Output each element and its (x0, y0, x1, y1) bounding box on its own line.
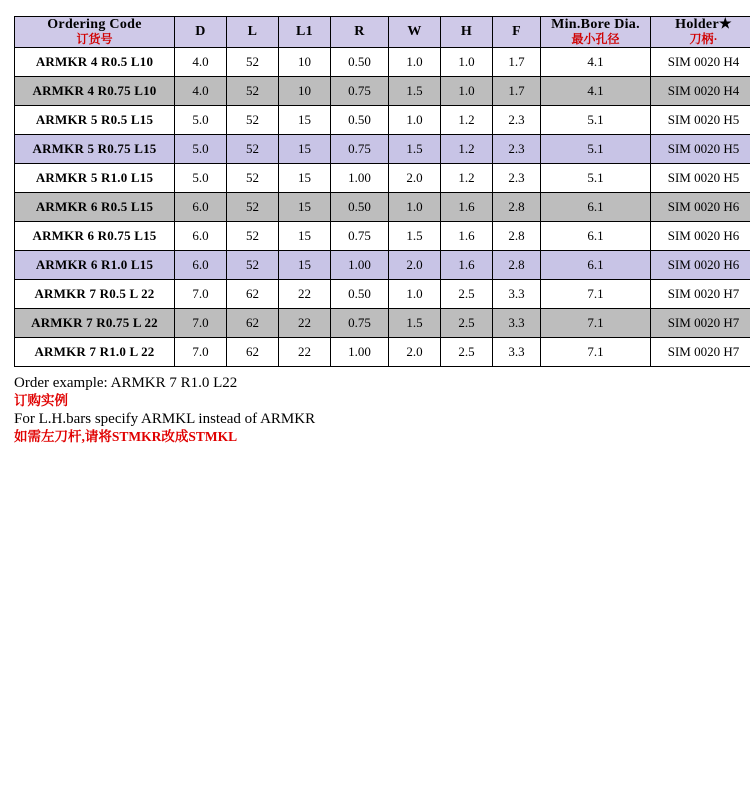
cell-holder: SIM 0020 H5 (651, 163, 750, 192)
cell-l: 52 (227, 163, 279, 192)
column-header-h-en: H (460, 23, 473, 39)
cell-l: 52 (227, 105, 279, 134)
cell-f: 2.3 (493, 134, 541, 163)
cell-l: 52 (227, 221, 279, 250)
cell-f: 2.3 (493, 163, 541, 192)
cell-l1: 15 (279, 134, 331, 163)
column-header-holder-cn: 刀柄· (689, 32, 718, 47)
cell-h: 1.0 (441, 47, 493, 76)
cell-r: 0.75 (331, 134, 389, 163)
cell-f: 1.7 (493, 76, 541, 105)
table-header-row (15, 17, 750, 48)
cell-holder: SIM 0020 H7 (651, 279, 750, 308)
cell-d: 6.0 (175, 250, 227, 279)
cell-min-bore-dia: 4.1 (541, 76, 651, 105)
column-header-l1-en: L1 (296, 23, 313, 39)
cell-l1: 10 (279, 47, 331, 76)
cell-r: 0.50 (331, 105, 389, 134)
cell-ordering-code: ARMKR 5 R1.0 L15 (15, 163, 175, 192)
cell-l: 52 (227, 134, 279, 163)
cell-l: 62 (227, 279, 279, 308)
page-top-margin (0, 0, 750, 8)
cell-w: 1.5 (389, 308, 441, 337)
cell-r: 0.50 (331, 279, 389, 308)
cell-l1: 15 (279, 192, 331, 221)
cell-d: 5.0 (175, 134, 227, 163)
cell-min-bore-dia: 4.1 (541, 47, 651, 76)
cell-min-bore-dia: 6.1 (541, 192, 651, 221)
cell-ordering-code: ARMKR 4 R0.5 L10 (15, 47, 175, 76)
cell-r: 1.00 (331, 337, 389, 366)
cell-ordering-code: ARMKR 6 R0.5 L15 (15, 192, 175, 221)
cell-l1: 15 (279, 221, 331, 250)
column-header-ordering-code-cn: 订货号 (76, 32, 113, 47)
column-header-l (227, 17, 279, 48)
note-order-example: Order example: ARMKR 7 R1.0 L22 (14, 375, 238, 391)
cell-w: 1.5 (389, 221, 441, 250)
table-body (15, 47, 750, 366)
cell-min-bore-dia: 6.1 (541, 250, 651, 279)
cell-d: 6.0 (175, 221, 227, 250)
cell-r: 0.75 (331, 308, 389, 337)
column-header-w-en: W (407, 23, 422, 39)
cell-holder: SIM 0020 H4 (651, 47, 750, 76)
column-header-r-en: R (354, 23, 365, 39)
cell-holder: SIM 0020 H7 (651, 308, 750, 337)
column-header-f (493, 17, 541, 48)
cell-d: 5.0 (175, 163, 227, 192)
cell-h: 2.5 (441, 279, 493, 308)
notes-block (14, 374, 714, 446)
cell-min-bore-dia: 7.1 (541, 279, 651, 308)
cell-w: 2.0 (389, 337, 441, 366)
cell-w: 2.0 (389, 163, 441, 192)
column-header-ordering-code (15, 17, 175, 48)
cell-l: 62 (227, 308, 279, 337)
cell-d: 7.0 (175, 279, 227, 308)
cell-holder: SIM 0020 H4 (651, 76, 750, 105)
cell-r: 0.75 (331, 76, 389, 105)
column-header-r (331, 17, 389, 48)
cell-holder: SIM 0020 H6 (651, 250, 750, 279)
note-left-hand-bars-cn: 如需左刀杆,请将STMKR改成STMKL (14, 429, 238, 444)
cell-l1: 15 (279, 105, 331, 134)
column-header-h (441, 17, 493, 48)
cell-l: 52 (227, 47, 279, 76)
column-header-f-en: F (512, 23, 521, 39)
cell-l: 62 (227, 337, 279, 366)
cell-l: 52 (227, 250, 279, 279)
cell-h: 1.2 (441, 134, 493, 163)
cell-holder: SIM 0020 H5 (651, 105, 750, 134)
table-row (15, 192, 750, 221)
cell-holder: SIM 0020 H6 (651, 221, 750, 250)
table-row (15, 337, 750, 366)
cell-ordering-code: ARMKR 5 R0.5 L15 (15, 105, 175, 134)
table-row (15, 134, 750, 163)
cell-w: 1.0 (389, 47, 441, 76)
cell-ordering-code: ARMKR 5 R0.75 L15 (15, 134, 175, 163)
cell-h: 1.6 (441, 221, 493, 250)
cell-l1: 22 (279, 337, 331, 366)
table-row (15, 279, 750, 308)
cell-h: 1.0 (441, 76, 493, 105)
cell-d: 4.0 (175, 47, 227, 76)
table-row (15, 163, 750, 192)
cell-holder: SIM 0020 H7 (651, 337, 750, 366)
table-row (15, 308, 750, 337)
cell-l: 52 (227, 76, 279, 105)
table-row (15, 47, 750, 76)
cell-w: 2.0 (389, 250, 441, 279)
cell-d: 7.0 (175, 337, 227, 366)
column-header-d-en: D (195, 23, 206, 39)
column-header-min-bore-dia (541, 17, 651, 48)
cell-d: 5.0 (175, 105, 227, 134)
cell-h: 2.5 (441, 308, 493, 337)
column-header-ordering-code-en: Ordering Code (47, 17, 142, 32)
column-header-l-en: L (247, 23, 258, 39)
cell-w: 1.5 (389, 134, 441, 163)
cell-r: 1.00 (331, 163, 389, 192)
cell-r: 0.50 (331, 47, 389, 76)
cell-h: 2.5 (441, 337, 493, 366)
cell-h: 1.2 (441, 105, 493, 134)
cell-min-bore-dia: 5.1 (541, 163, 651, 192)
cell-min-bore-dia: 5.1 (541, 105, 651, 134)
cell-f: 2.3 (493, 105, 541, 134)
cell-f: 3.3 (493, 337, 541, 366)
cell-w: 1.5 (389, 76, 441, 105)
table-row (15, 250, 750, 279)
cell-min-bore-dia: 6.1 (541, 221, 651, 250)
cell-min-bore-dia: 7.1 (541, 337, 651, 366)
cell-f: 2.8 (493, 192, 541, 221)
specification-table (14, 16, 750, 367)
cell-min-bore-dia: 7.1 (541, 308, 651, 337)
cell-l1: 10 (279, 76, 331, 105)
column-header-l1 (279, 17, 331, 48)
column-header-d (175, 17, 227, 48)
cell-l1: 22 (279, 279, 331, 308)
cell-f: 3.3 (493, 279, 541, 308)
cell-l1: 15 (279, 163, 331, 192)
table-row (15, 105, 750, 134)
cell-ordering-code: ARMKR 7 R1.0 L 22 (15, 337, 175, 366)
cell-ordering-code: ARMKR 7 R0.5 L 22 (15, 279, 175, 308)
cell-min-bore-dia: 5.1 (541, 134, 651, 163)
column-header-min-bore-dia-cn: 最小孔径 (571, 32, 620, 47)
cell-d: 6.0 (175, 192, 227, 221)
cell-l: 52 (227, 192, 279, 221)
column-header-holder (651, 17, 750, 48)
cell-r: 0.75 (331, 221, 389, 250)
cell-d: 4.0 (175, 76, 227, 105)
cell-d: 7.0 (175, 308, 227, 337)
cell-holder: SIM 0020 H6 (651, 192, 750, 221)
cell-r: 1.00 (331, 250, 389, 279)
table-row (15, 76, 750, 105)
column-header-holder-en: Holder★ (675, 17, 732, 32)
cell-h: 1.2 (441, 163, 493, 192)
cell-ordering-code: ARMKR 7 R0.75 L 22 (15, 308, 175, 337)
cell-r: 0.50 (331, 192, 389, 221)
note-left-hand-bars: For L.H.bars specify ARMKL instead of ARMKR (14, 411, 316, 427)
cell-w: 1.0 (389, 192, 441, 221)
cell-l1: 22 (279, 308, 331, 337)
cell-l1: 15 (279, 250, 331, 279)
cell-f: 1.7 (493, 47, 541, 76)
cell-ordering-code: ARMKR 6 R0.75 L15 (15, 221, 175, 250)
cell-h: 1.6 (441, 250, 493, 279)
cell-h: 1.6 (441, 192, 493, 221)
column-header-min-bore-dia-en: Min.Bore Dia. (551, 17, 640, 32)
table-row (15, 221, 750, 250)
cell-f: 2.8 (493, 250, 541, 279)
cell-ordering-code: ARMKR 6 R1.0 L15 (15, 250, 175, 279)
column-header-w (389, 17, 441, 48)
cell-w: 1.0 (389, 105, 441, 134)
note-order-example-cn: 订购实例 (14, 393, 68, 408)
cell-holder: SIM 0020 H5 (651, 134, 750, 163)
cell-ordering-code: ARMKR 4 R0.75 L10 (15, 76, 175, 105)
cell-w: 1.0 (389, 279, 441, 308)
cell-f: 2.8 (493, 221, 541, 250)
cell-f: 3.3 (493, 308, 541, 337)
table-header (15, 17, 750, 48)
